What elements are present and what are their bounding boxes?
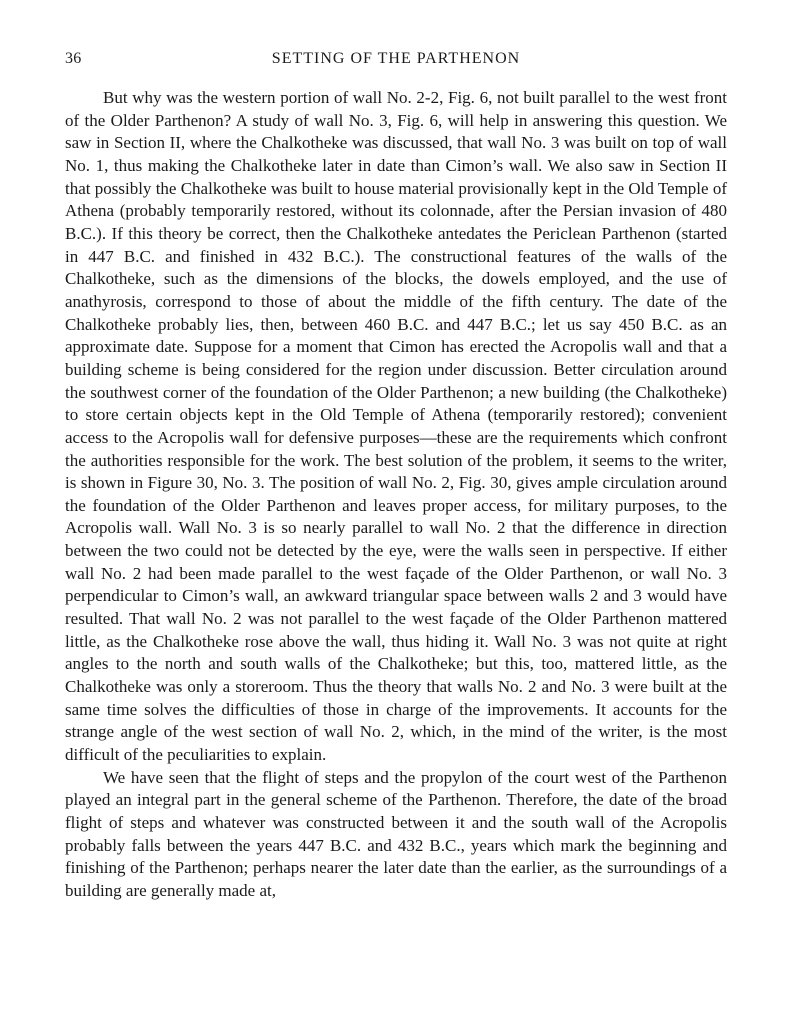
header-title: SETTING OF THE PARTHENON <box>271 50 521 67</box>
paragraph-2: We have seen that the flight of steps and the propylon of the court west of the Parthenon played an integral part in the general scheme of the Parthenon. Therefore, the date of the broad flight of steps and whatever was constructed between it and the south wall of the Acropolis probably falls between the years 447 B.C. and 432 B.C., years which mark the beginning and finishing of the Parthenon; perhaps nearer the later date than the earlier, as the surroundings of a building are generally made at, <box>65 767 727 900</box>
running-head <box>65 50 727 72</box>
paragraph-1: But why was the western portion of wall No. 2-2, Fig. 6, not built parallel to the west front of the Older Parthenon? A study of wall No. 3, Fig. 6, will help in answering this question. We saw in Section II, where the Chalkotheke was discussed, that wall No. 3 was built on top of wall No. 1, thus making the Chalkotheke later in date than Cimon’s wall. We also saw in Section II that possibly the Chalkotheke was built to house material provisionally kept in the Old Temple of Athena (probably temporarily restored, without its colonnade, after the Persian invasion of 480 B.C.). If this theory be correct, then the Chalkotheke antedates the Periclean Parthenon (started in 447 B.C. and finished in 432 B.C.). The constructional features of the walls of the Chalkotheke, such as the dimensions of the blocks, the dowels employed, and the use of anathyrosis, correspond to those of about the middle of the fifth century. The date of the Chalkotheke probably lies, then, between 460 B.C. and 447 B.C.; let us say 450 B.C. as an approximate date. Suppose for a moment that Cimon has erected the Acropolis wall and that a building scheme is being considered for the region under discussion. Better circulation around the southwest corner of the foundation of the Older Parthenon; a new building (the Chalkotheke) to store certain objects kept in the Old Temple of Athena (temporarily restored); convenient access to the Acropolis wall for defensive purposes—these are the requirements which confront the authorities responsible for the work. The best solution of the problem, it seems to the writer, is shown in Figure 30, No. 3. The position of wall No. 2, Fig. 30, gives ample circulation around the foundation of the Older Parthenon and leaves proper access, for military purposes, to the Acropolis wall. Wall No. 3 is so nearly parallel to wall No. 2 that the difference in direction between the two could not be detected by the eye, were the walls seen in perspective. If either wall No. 2 had been made parallel to the west façade of the Older Parthenon, or wall No. 3 perpendicular to Cimon’s wall, an awkward triangular space between walls 2 and 3 would have resulted. That wall No. 2 was not parallel to the west façade of the Older Parthenon mattered little, as the Chalkotheke rose above the wall, thus hiding it. Wall No. 3 was not quite at right angles to the north and south walls of the Chalkotheke; but this, too, mattered little, as the Chalkotheke was only a storeroom. Thus the theory that walls No. 2 and No. 3 were built at the same time solves the difficulties of those in charge of the improvements. It accounts for the strange angle of the west section of wall No. 2, which, in the mind of the writer, is the most difficult of the peculiarities to explain. <box>65 88 727 765</box>
page-number: 36 <box>65 50 82 67</box>
body-text <box>65 87 727 903</box>
